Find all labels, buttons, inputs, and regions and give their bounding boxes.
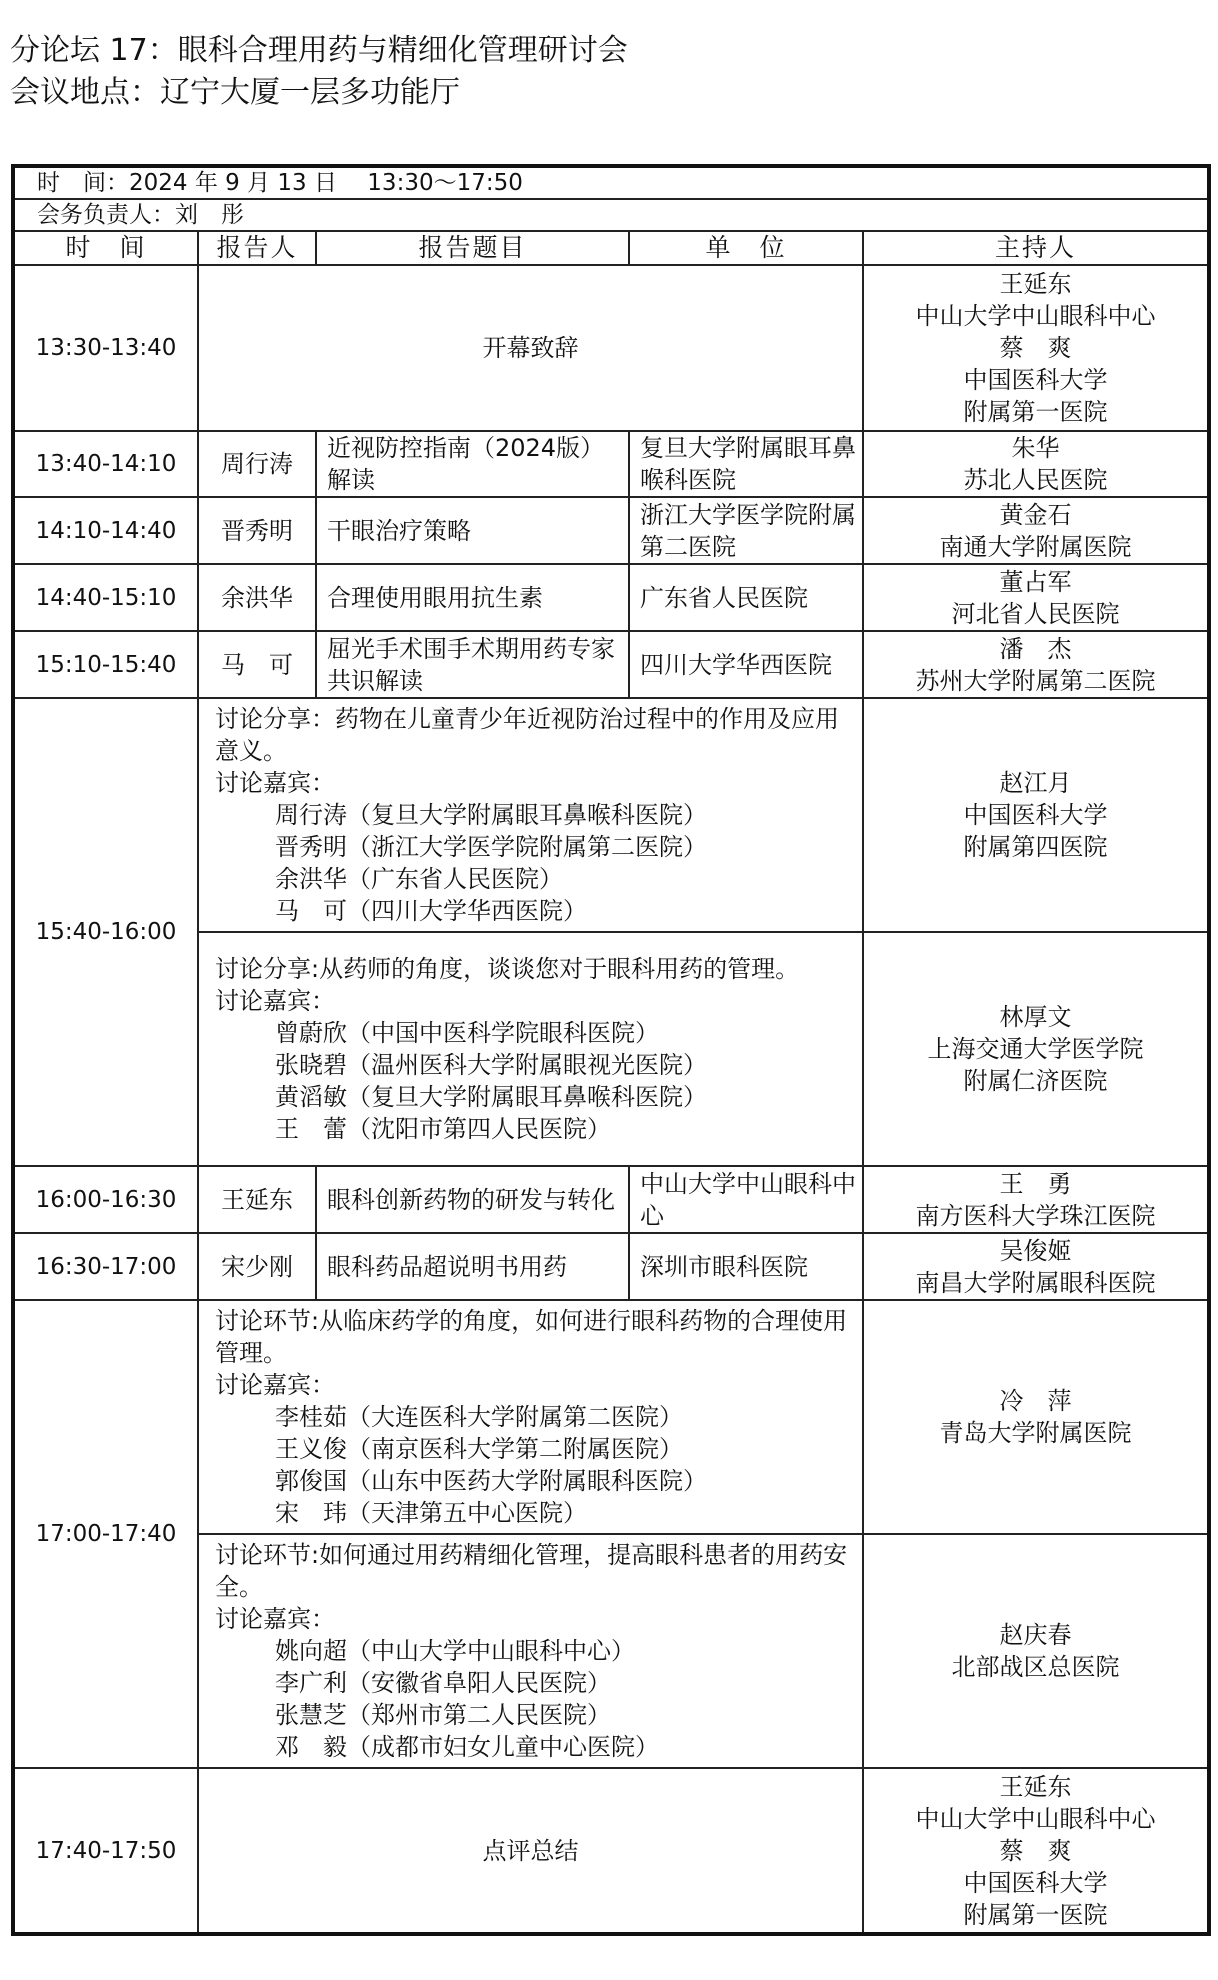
info-row-time	[13, 166, 1209, 199]
row-speaker: 宋少刚	[198, 1233, 316, 1300]
row-unit: 复旦大学附属眼耳鼻喉科医院	[629, 431, 863, 497]
row-hosts	[863, 431, 1209, 497]
host-line: 蔡 爽	[999, 1836, 1072, 1865]
table-row	[13, 431, 1209, 497]
host-line: 苏北人民医院	[963, 466, 1108, 494]
col-header-speaker: 报告人	[198, 231, 316, 265]
row-time: 14:10-14:40	[13, 497, 198, 564]
discussion-topic: 讨论分享:从药师的角度，谈谈您对于眼科用药的管理。	[215, 955, 800, 983]
table-row	[13, 1768, 1209, 1934]
table-row	[13, 1300, 1209, 1534]
host-line: 潘 杰	[999, 634, 1072, 663]
discussion-block	[198, 1300, 863, 1534]
row-time: 16:00-16:30	[13, 1166, 198, 1233]
guest-line: 宋 玮（天津第五中心医院）	[275, 1499, 587, 1527]
table-row	[13, 564, 1209, 631]
host-line: 上海交通大学医学院	[927, 1035, 1144, 1063]
discussion-block	[198, 932, 863, 1166]
host-line: 黄金石	[999, 500, 1072, 529]
table-row	[13, 1166, 1209, 1233]
session-time: 时 间：2024 年 9 月 13 日 13:30～17:50	[13, 166, 1209, 199]
schedule-table	[11, 164, 1211, 1936]
host-line: 中山大学中山眼科中心	[915, 1804, 1156, 1833]
row-speaker: 王延东	[198, 1166, 316, 1233]
row-time: 16:30-17:00	[13, 1233, 198, 1300]
guest-line: 姚向超（中山大学中山眼科中心）	[275, 1637, 635, 1665]
host-line: 附属第四医院	[963, 833, 1108, 861]
host-line: 蔡 爽	[999, 334, 1072, 362]
row-time: 15:10-15:40	[13, 631, 198, 698]
guest-label: 讨论嘉宾：	[215, 987, 335, 1015]
row-hosts	[863, 631, 1209, 698]
row-hosts	[863, 564, 1209, 631]
table-row	[13, 1233, 1209, 1300]
host-line: 王延东	[999, 270, 1072, 298]
host-line: 中国医科大学	[963, 366, 1108, 394]
row-speaker: 晋秀明	[198, 497, 316, 564]
guest-line: 黄滔敏（复旦大学附属眼耳鼻喉科医院）	[275, 1083, 707, 1111]
row-speaker: 余洪华	[198, 564, 316, 631]
host-line: 董占军	[999, 567, 1072, 596]
guest-line: 李广利（安徽省阜阳人民医院）	[275, 1669, 611, 1697]
row-title: 眼科创新药物的研发与转化	[316, 1166, 629, 1233]
row-time: 17:00-17:40	[13, 1300, 198, 1768]
guest-line: 张慧芝（郑州市第二人民医院）	[275, 1701, 611, 1729]
row-title: 屈光手术围手术期用药专家共识解读	[316, 631, 629, 698]
host-line: 冷 萍	[999, 1387, 1072, 1415]
discussion-topic: 讨论环节:从临床药学的角度，如何进行眼科药物的合理使用管理。	[215, 1307, 848, 1367]
row-title: 近视防控指南（2024版）解读	[316, 431, 629, 497]
guest-line: 郭俊国（山东中医药大学附属眼科医院）	[275, 1467, 707, 1495]
row-unit: 深圳市眼科医院	[629, 1233, 863, 1300]
row-hosts	[863, 1233, 1209, 1300]
row-time: 13:40-14:10	[13, 431, 198, 497]
guest-line: 王 蕾（沈阳市第四人民医院）	[275, 1115, 611, 1143]
row-hosts	[863, 1768, 1209, 1934]
row-topic: 开幕致辞	[198, 265, 863, 431]
host-line: 中山大学中山眼科中心	[915, 302, 1156, 330]
col-header-unit: 单 位	[629, 231, 863, 265]
guest-label: 讨论嘉宾：	[215, 1371, 335, 1399]
host-line: 苏州大学附属第二医院	[915, 666, 1156, 695]
row-unit: 四川大学华西医院	[629, 631, 863, 698]
row-unit: 浙江大学医学院附属第二医院	[629, 497, 863, 564]
col-header-time: 时 间	[13, 231, 198, 265]
guest-line: 王义俊（南京医科大学第二附属医院）	[275, 1435, 683, 1463]
host-line: 王延东	[999, 1772, 1072, 1801]
host-line: 中国医科大学	[963, 1868, 1108, 1897]
guest-line: 余洪华（广东省人民医院）	[275, 865, 563, 893]
table-row	[13, 265, 1209, 431]
forum-title: 分论坛 17：眼科合理用药与精细化管理研讨会	[10, 33, 628, 68]
row-title: 干眼治疗策略	[316, 497, 629, 564]
host-line: 河北省人民医院	[951, 599, 1120, 628]
guest-line: 晋秀明（浙江大学医学院附属第二医院）	[275, 833, 707, 861]
discussion-topic: 讨论环节:如何通过用药精细化管理，提高眼科患者的用药安全。	[215, 1541, 848, 1601]
row-hosts	[863, 932, 1209, 1166]
row-speaker: 马 可	[198, 631, 316, 698]
discussion-block	[198, 698, 863, 932]
row-time: 15:40-16:00	[13, 698, 198, 1166]
col-header-title: 报告题目	[316, 231, 629, 265]
host-line: 南通大学附属医院	[939, 532, 1132, 561]
guest-line: 邓 毅（成都市妇女儿童中心医院）	[275, 1733, 659, 1761]
host-line: 朱华	[1011, 434, 1060, 462]
row-title: 合理使用眼用抗生素	[316, 564, 629, 631]
table-row	[13, 698, 1209, 932]
host-line: 赵庆春	[999, 1621, 1072, 1649]
host-line: 南昌大学附属眼科医院	[915, 1268, 1156, 1297]
guest-line: 马 可（四川大学华西医院）	[275, 897, 587, 925]
guest-line: 周行涛（复旦大学附属眼耳鼻喉科医院）	[275, 801, 707, 829]
table-row	[13, 631, 1209, 698]
row-hosts	[863, 698, 1209, 932]
row-unit: 中山大学中山眼科中心	[629, 1166, 863, 1233]
guest-line: 张晓碧（温州医科大学附属眼视光医院）	[275, 1051, 707, 1079]
guest-line: 曾蔚欣（中国中医科学院眼科医院）	[275, 1019, 659, 1047]
row-speaker: 周行涛	[198, 431, 316, 497]
row-title: 眼科药品超说明书用药	[316, 1233, 629, 1300]
row-unit: 广东省人民医院	[629, 564, 863, 631]
row-time: 14:40-15:10	[13, 564, 198, 631]
guest-label: 讨论嘉宾：	[215, 1605, 335, 1633]
row-hosts	[863, 1166, 1209, 1233]
host-line: 北部战区总医院	[951, 1653, 1120, 1681]
info-row-person	[13, 199, 1209, 231]
host-line: 赵江月	[999, 769, 1072, 797]
row-time: 13:30-13:40	[13, 265, 198, 431]
col-header-host: 主持人	[863, 231, 1209, 265]
host-line: 林厚文	[999, 1003, 1072, 1031]
host-line: 中国医科大学	[963, 801, 1108, 829]
guest-label: 讨论嘉宾：	[215, 769, 335, 797]
row-topic: 点评总结	[198, 1768, 863, 1934]
host-line: 附属第一医院	[963, 398, 1108, 426]
host-line: 南方医科大学珠江医院	[915, 1201, 1156, 1230]
host-line: 吴俊姬	[999, 1236, 1072, 1265]
row-hosts	[863, 497, 1209, 564]
guest-line: 李桂茹（大连医科大学附属第二医院）	[275, 1403, 683, 1431]
row-time: 17:40-17:50	[13, 1768, 198, 1934]
host-line: 王 勇	[999, 1169, 1072, 1198]
table-row	[13, 497, 1209, 564]
discussion-topic: 讨论分享：药物在儿童青少年近视防治过程中的作用及应用意义。	[215, 705, 839, 765]
row-hosts	[863, 265, 1209, 431]
column-header-row	[13, 231, 1209, 265]
row-hosts	[863, 1534, 1209, 1768]
person-in-charge: 会务负责人：刘 彤	[13, 199, 1209, 231]
venue: 会议地点：辽宁大厦一层多功能厅	[10, 75, 460, 110]
discussion-block	[198, 1534, 863, 1768]
host-line: 附属仁济医院	[963, 1067, 1108, 1095]
host-line: 青岛大学附属医院	[939, 1419, 1132, 1447]
row-hosts	[863, 1300, 1209, 1534]
host-line: 附属第一医院	[963, 1900, 1108, 1929]
page-header	[10, 30, 628, 114]
